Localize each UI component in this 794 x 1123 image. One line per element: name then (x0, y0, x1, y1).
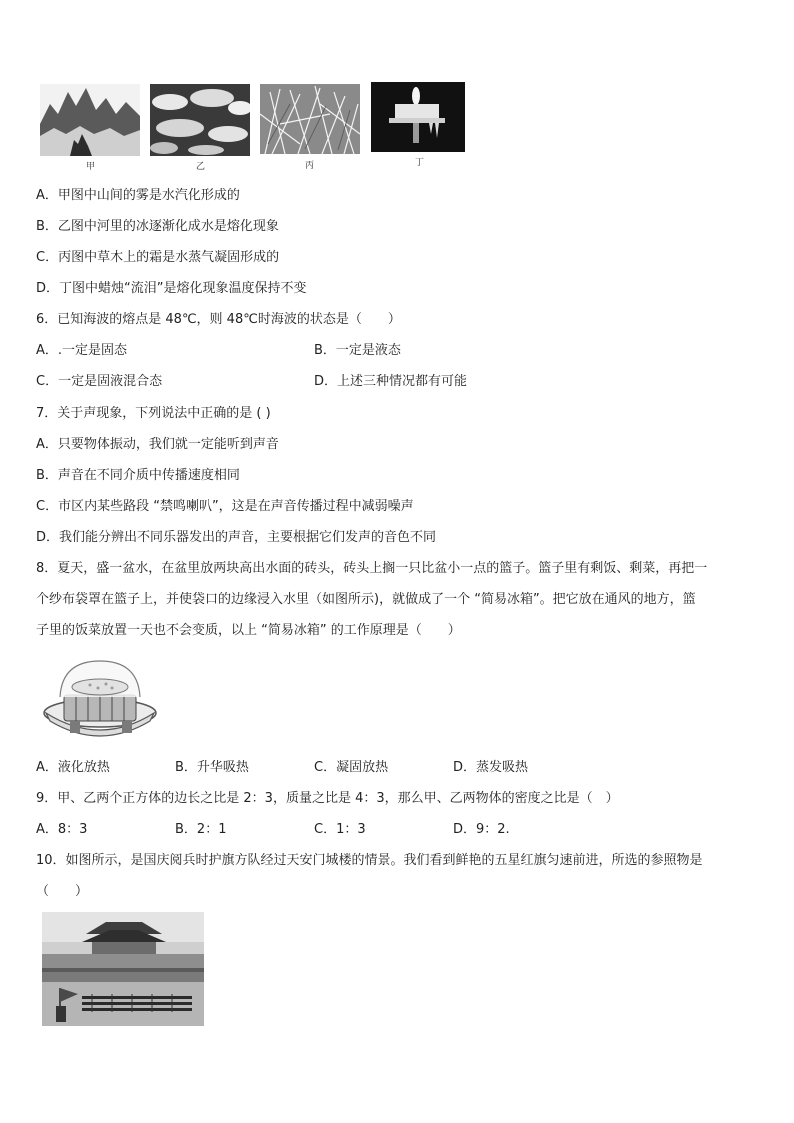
q9-option-c: C．1：3 (314, 822, 366, 837)
q7-option-d: D．我们能分辨出不同乐器发出的声音，主要根据它们发声的音色不同 (36, 530, 437, 545)
q7-stem: 7．关于声现象，下列说法中正确的是 ( ) (36, 406, 271, 421)
q8-stem-line-2: 个纱布袋罩在篮子上，并使袋口的边缘浸入水里（如图所示)，就做成了一个 “简易冰箱”。把它放在通风的地方，篮 (36, 592, 696, 607)
q9-option-b: B．2：1 (175, 822, 227, 837)
q6-option-d: D．上述三种情况都有可能 (314, 374, 468, 389)
figure-simple-fridge-basin (40, 655, 160, 745)
q10-stem-line-2: （ ） (36, 884, 89, 899)
figure-yi-river-ice (150, 84, 250, 156)
q9-option-d: D．9：2. (453, 822, 510, 837)
figure-caption-jia: 甲 (86, 162, 96, 172)
q9-stem: 9．甲、乙两个正方体的边长之比是 2：3，质量之比是 4：3，那么甲、乙两物体的密度之比是（ ） (36, 791, 619, 806)
q5-option-d: D．丁图中蜡烛“流泪”是熔化现象温度保持不变 (36, 281, 307, 296)
q5-option-a: A．甲图中山间的雾是水汽化形成的 (36, 188, 240, 203)
q8-option-d: D．蒸发吸热 (453, 760, 529, 775)
q7-option-c: C．市区内某些路段 “禁鸣喇叭”，这是在声音传播过程中减弱噪声 (36, 499, 414, 514)
q8-stem-line-3: 子里的饭菜放置一天也不会变质，以上 “简易冰箱” 的工作原理是（ ） (36, 623, 461, 638)
q10-stem-line-1: 10．如图所示，是国庆阅兵时护旗方队经过天安门城楼的情景。我们看到鲜艳的五星红旗匀速前进，所选的参照物是 (36, 853, 703, 868)
q9-option-a: A．8：3 (36, 822, 88, 837)
q7-option-a: A．只要物体振动，我们就一定能听到声音 (36, 437, 279, 452)
figure-caption-ding: 丁 (415, 158, 425, 168)
q5-option-b: B．乙图中河里的冰逐渐化成水是熔化现象 (36, 219, 279, 234)
figure-tiananmen-parade (42, 912, 204, 1026)
q5-option-c: C．丙图中草木上的霜是水蒸气凝固形成的 (36, 250, 280, 265)
figure-caption-bing: 丙 (305, 161, 315, 171)
q8-option-a: A．液化放热 (36, 760, 110, 775)
figure-bing-frost-grass (260, 84, 360, 154)
figure-jia-mountain-fog (40, 84, 140, 156)
q6-option-a: A．.一定是固态 (36, 343, 128, 358)
q7-option-b: B．声音在不同介质中传播速度相同 (36, 468, 240, 483)
q8-option-c: C．凝固放热 (314, 760, 389, 775)
figure-caption-yi: 乙 (196, 162, 206, 172)
q8-stem-line-1: 8．夏天，盛一盆水，在盆里放两块高出水面的砖头，砖头上搁一只比盆小一点的篮子。篮子里有剩饭、剩菜，再把一 (36, 561, 708, 576)
q8-option-b: B．升华吸热 (175, 760, 249, 775)
q6-option-c: C．一定是固液混合态 (36, 374, 163, 389)
q6-option-b: B．一定是液态 (314, 343, 401, 358)
figure-ding-candle (371, 82, 465, 152)
q6-stem: 6．已知海波的熔点是 48℃，则 48℃时海波的状态是（ ） (36, 312, 401, 327)
